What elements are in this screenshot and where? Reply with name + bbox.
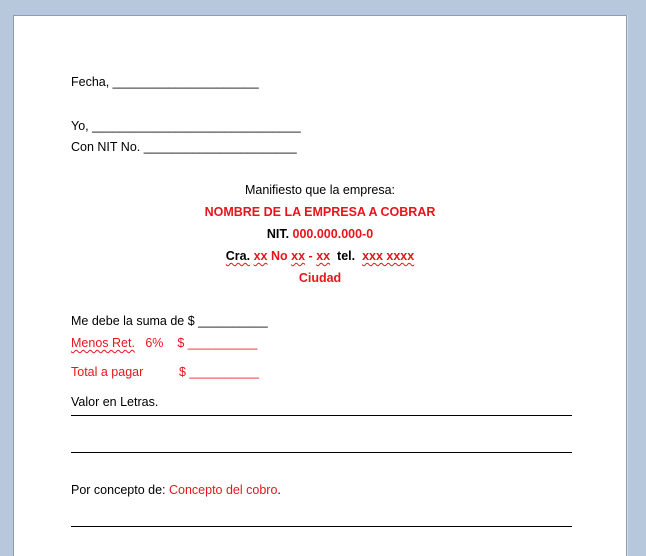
address-xx-2: xx [291, 249, 306, 263]
concepto-value: Concepto del cobro [169, 483, 278, 497]
address-tel: tel. [337, 249, 356, 263]
menos-ret-line [71, 336, 257, 351]
valor-letras-label: Valor en Letras. [71, 395, 159, 409]
fecha-line: Fecha, _____________________ [71, 75, 259, 89]
menos-ret-label: Menos Ret. [71, 336, 135, 350]
company-name: NOMBRE DE LA EMPRESA A COBRAR [204, 205, 436, 219]
valor-letras-rule-1 [71, 415, 572, 416]
address-no: No [270, 249, 288, 263]
nit-value: 000.000.000-0 [292, 227, 374, 241]
company-nit [14, 227, 626, 242]
concepto-label: Por concepto de: [71, 483, 166, 497]
total-label: Total a pagar [71, 365, 144, 379]
suma-line: Me debe la suma de $ __________ [71, 314, 268, 328]
concepto-period: . [277, 483, 281, 497]
concepto-line [71, 483, 281, 498]
address-xx-3: xx [316, 249, 331, 263]
yo-line: Yo, ______________________________ [71, 119, 301, 133]
address-xx-1: xx [253, 249, 268, 263]
address-cra: Cra. [225, 249, 251, 263]
nit-line: Con NIT No. ______________________ [71, 140, 297, 154]
company-address [14, 249, 626, 264]
valor-letras-rule-2 [71, 452, 572, 453]
document-page[interactable] [13, 15, 627, 556]
nit-prefix: NIT. [266, 227, 290, 241]
concepto-rule [71, 526, 572, 527]
menos-ret-pct: 6% [145, 336, 164, 350]
menos-ret-amount: $ __________ [177, 336, 258, 350]
address-dash: - [308, 249, 313, 263]
company-city: Ciudad [298, 271, 342, 285]
total-amount: $ __________ [179, 365, 259, 379]
manifiesto-text: Manifiesto que la empresa: [244, 183, 396, 197]
address-phone: xxx xxxx [362, 249, 415, 263]
